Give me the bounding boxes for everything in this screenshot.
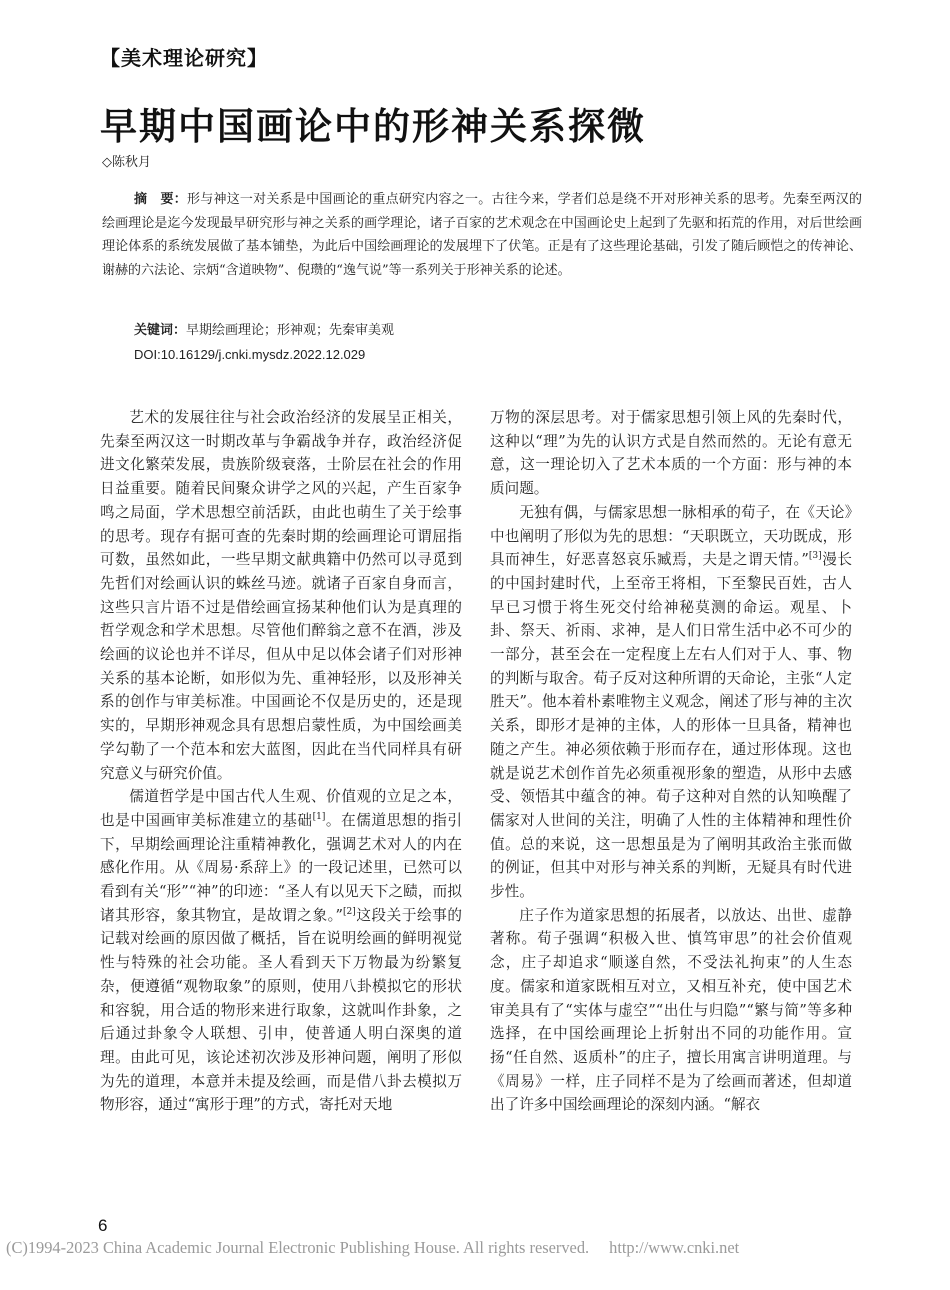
abstract-label: 摘 要： [134,192,187,207]
paragraph: 万物的深层思考。对于儒家思想引领上风的先秦时代，这种以“理”为先的认识方式是自然而然的。无论有意无意，这一理论切入了艺术本质的一个方面：形与神的本质问题。 [490,409,852,498]
paragraph-text: 这段关于绘事的记载对绘画的原因做了概括，旨在说明绘画的鲜明视觉性与特殊的社会功能。圣人看到天下万物最为纷繁复杂，便遵循“观物取象”的原则，使用八卦模拟它的形状和容貌，用合适的物形来进行取象，这就叫作卦象，之后通过卦象令人联想、引申，使普通人明白深奥的道理。由此可见，该论述初次涉及形神问题，阐明了形似为先的道理，本意并未提及绘画，而是借八卦去模拟万物形容，通过“寓形于理”的方式，寄托对天地 [100,906,462,1114]
paragraph-text: 无独有偶，与儒家思想一脉相承的荀子，在《天论》中也阐明了形似为先的思想：“天职既立，天功既成，形具而神生，好恶喜怒哀乐臧焉，夫是之谓天情。” [490,503,852,569]
keywords-text: 早期绘画理论；形神观；先秦审美观 [186,323,395,338]
footer-url[interactable]: http://www.cnki.net [609,1238,740,1257]
abstract-text: 形与神这一对关系是中国画论的重点研究内容之一。古往今来，学者们总是绕不开对形神关系的思考。先秦至两汉的绘画理论是迄今发现最早研究形与神之关系的画学理论，诸子百家的艺术观念在中国画论史上起到了先驱和拓荒的作用，对后世绘画理论体系的系统发展做了基本铺垫，为此后中国绘画理论的发展埋下了伏笔。正是有了这些理论基础，引发了随后顾恺之的传神论、谢赫的六法论、宗炳“含道映物”、倪瓒的“逸气说”等一系列关于形神关系的论述。 [102,192,862,278]
citation-ref[interactable]: [2] [343,906,356,917]
citation-ref[interactable]: [3] [808,551,822,562]
paragraph [100,785,462,1117]
paragraph-text: 漫长的中国封建时代，上至帝王将相，下至黎民百姓，古人早已习惯于将生死交付给神秘莫测的命运。观星、卜卦、祭天、祈雨、求神，是人们日常生活中必不可少的一部分，甚至会在一定程度上左右人们对于人、事、物的判断与取舍。荀子反对这种所谓的天命论，主张“人定胜天”。他本着朴素唯物主义观念，阐述了形与神的主次关系，即形才是神的主体，人的形体一旦具备，精神也随之产生。神必须依赖于形而存在，通过形体现。这也就是说艺术创作首先必须重视形象的塑造，从形中去感受、领悟其中蕴含的神。荀子这种对自然的认知唤醒了儒家对人世间的关注，明确了人性的主体精神和理性价值。总的来说，这一思想虽是为了阐明其政治主张而做的例证，但其中对形与神关系的判断，无疑具有时代进步性。 [490,551,852,901]
body-column-right [490,406,852,1117]
paragraph-text: 。在儒道思想的指引下，早期绘画理论注重精神教化，强调艺术对人的内在感化作用。从《周易·系辞上》的一段记述里，已然可以看到有关“形”“神”的印迹：“圣人有以见天下之赜，而拟诸其形容，象其物宜，是故谓之象。” [100,811,462,924]
author: ◇陈秋月 [102,155,151,170]
abstract [102,188,862,282]
article-title: 早期中国画论中的形神关系探微 [100,105,646,148]
paragraph: 庄子作为道家思想的拓展者，以放达、出世、虚静著称。荀子强调“积极入世、慎笃审思”的社会价值观念，庄子却追求“顺遂自然，不受法礼拘束”的人生态度。儒家和道家既相互对立，又相互补充，使中国艺术审美具有了“实体与虚空”“出仕与归隐”“繁与简”等多种选择，在中国绘画理论上折射出不同的功能作用。宣扬“任自然、返质朴”的庄子，擅长用寓言讲明道理。与《周易》一样，庄子同样不是为了绘画而著述，但却道出了许多中国绘画理论的深刻内涵。“解衣 [490,906,852,1114]
page-number: 6 [98,1216,108,1235]
copyright-footer [6,1238,950,1258]
citation-ref[interactable]: [1] [312,812,326,823]
doi: DOI:10.16129/j.cnki.mysdz.2022.12.029 [134,347,366,362]
keywords-label: 关键词： [134,323,187,338]
keywords [134,320,394,342]
paragraph [490,501,852,904]
paragraph-text: 儒道哲学是中国古代人生观、价值观的立足之本，也是中国画审美标准建立的基础 [100,788,462,829]
copyright-text: (C)1994-2023 China Academic Journal Electronic Publishing House. All rights reserved. [6,1238,590,1257]
body-column-left [100,406,462,1117]
section-tag: 【美术理论研究】 [100,46,268,70]
paragraph: 艺术的发展往往与社会政治经济的发展呈正相关，先秦至两汉这一时期改革与争霸战争并存，政治经济促进文化繁荣发展，贵族阶级衰落，士阶层在社会的作用日益重要。随着民间聚众讲学之风的兴起，产生百家争鸣之局面，学术思想空前活跃，由此也萌生了关于绘事的思考。现存有据可查的先秦时期的绘画理论可谓屈指可数，虽然如此，一些早期文献典籍中仍然可以寻觅到先哲们对绘画认识的蛛丝马迹。就诸子百家自身而言，这些只言片语不过是借绘画宣扬某种他们认为是真理的哲学观念和学术思想。尽管他们醉翁之意不在酒，涉及绘画的议论也并不详尽，但从中足以体会诸子们对形神关系的基本论断，如形似为先、重神轻形，以及形神关系的创作与审美标准。中国画论不仅是历史的，还是现实的，早期形神观念具有思想启蒙性质，为中国绘画美学勾勒了一个范本和宏大蓝图，因此在当代同样具有研究意义与研究价值。 [100,409,462,782]
